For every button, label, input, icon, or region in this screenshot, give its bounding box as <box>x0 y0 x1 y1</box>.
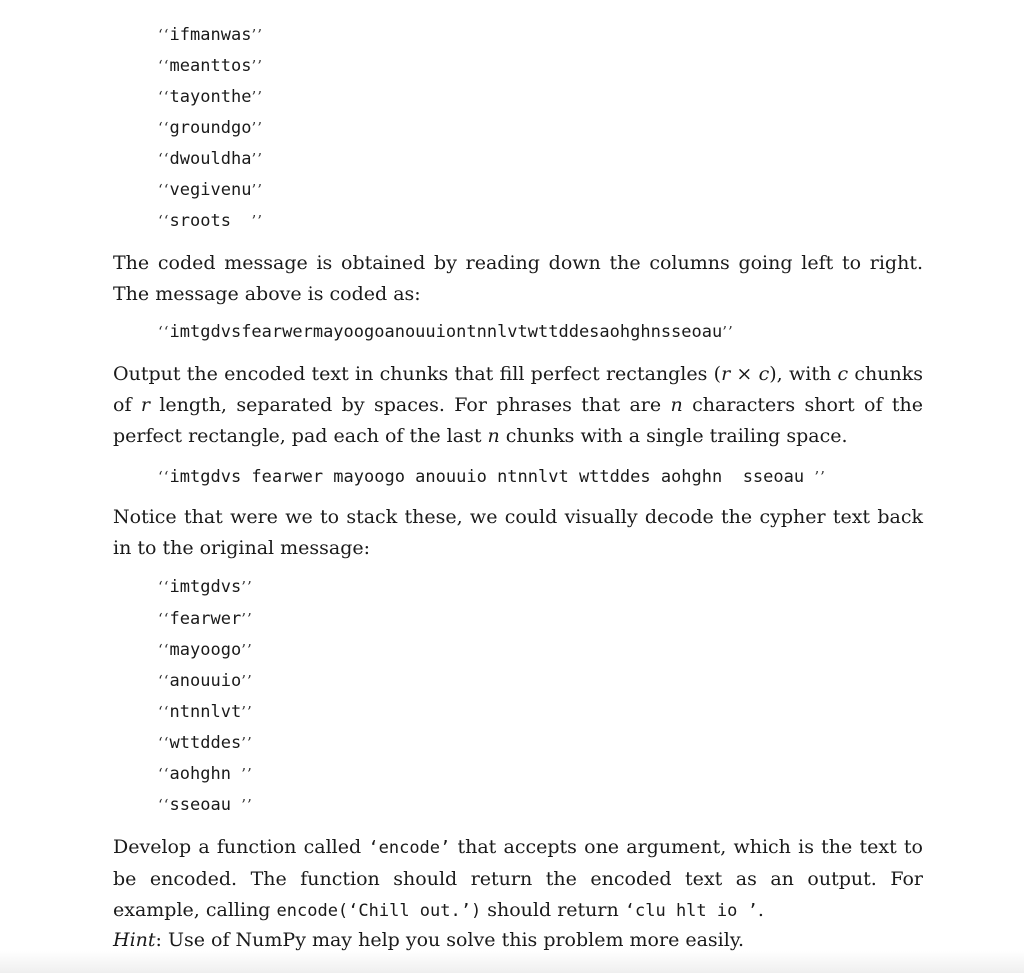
bottom-shadow <box>0 951 1024 973</box>
example-result: ‘clu hlt io ’ <box>624 901 758 921</box>
paragraph-stack-notice: Notice that were we to stack these, we could visually decode the cypher text back in to the original message: <box>113 506 923 559</box>
chunk-line: ‘‘anouuio’’ <box>158 671 253 691</box>
coded-message: ‘‘imtgdvsfearwermayoogoanouuiontnnlvtwttddesaohghnsseoau’’ <box>158 322 734 342</box>
chunk-line: ‘‘fearwer’’ <box>158 609 253 629</box>
paragraph-chunk-rules: Output the encoded text in chunks that fill perfect rectangles (r × c), with c chunks of r length, separated by spaces. For phrases that are n characters short of the perfect rectangle, pad each of the last n chunks with a single trailing space. <box>113 363 924 447</box>
paragraph-coded-intro: The coded message is obtained by reading down the columns going left to right. The message above is coded as: <box>113 252 923 305</box>
grid-line: ‘‘ifmanwas’’ <box>158 25 263 45</box>
chunk-line: ‘‘aohghn ’’ <box>158 764 253 784</box>
chunked-message: ‘‘imtgdvs fearwer mayoogo anouuio ntnnlvt wttddes aohghn sseoau ’’ <box>158 467 826 487</box>
grid-line: ‘‘vegivenu’’ <box>158 180 263 200</box>
grid-line: ‘‘tayonthe’’ <box>158 87 263 107</box>
function-name: ‘encode’ <box>368 838 451 858</box>
grid-line: ‘‘meanttos’’ <box>158 56 263 76</box>
hint-label: Hint <box>113 929 156 951</box>
chunk-line: ‘‘mayoogo’’ <box>158 640 253 660</box>
grid-line: ‘‘dwouldha’’ <box>158 149 263 169</box>
paragraph-task: Develop a function called ‘encode’ that accepts one argument, which is the text to be encoded. The function should return the encoded text as an output. For example, calling encode(‘Chill out.’) should return ‘clu hlt io ’. <box>113 836 923 921</box>
chunk-line: ‘‘wttddes’’ <box>158 733 253 753</box>
chunk-line: ‘‘ntnnlvt’’ <box>158 702 253 722</box>
example-call: encode(‘Chill out.’) <box>276 901 482 921</box>
hint-line: Hint: Use of NumPy may help you solve this problem more easily. <box>113 929 745 951</box>
chunk-line: ‘‘imtgdvs’’ <box>158 577 253 597</box>
chunk-line: ‘‘sseoau ’’ <box>158 795 253 815</box>
grid-line: ‘‘sroots ’’ <box>158 211 263 231</box>
grid-line: ‘‘groundgo’’ <box>158 118 263 138</box>
